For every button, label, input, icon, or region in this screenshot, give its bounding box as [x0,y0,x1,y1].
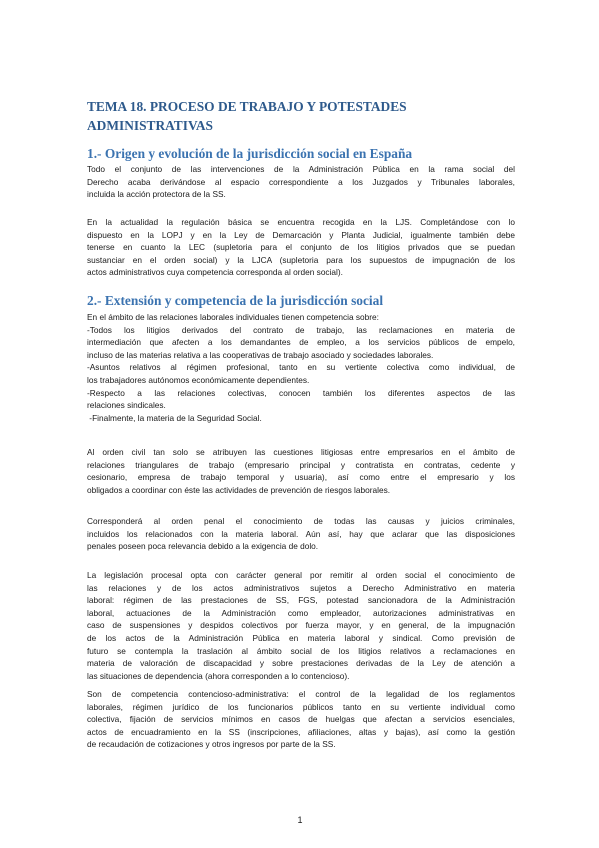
document-title: TEMA 18. PROCESO DE TRABAJO Y POTESTADES ADMINISTRATIVAS [87,99,407,133]
paragraph: En el ámbito de las relaciones laborales individuales tienen competencia sobre: -Todos los litigios derivados del contrato de trabajo, las reclamaciones en materia de intermediación que afecten a los demandantes de empleo, a los servicios públicos de empelo, incluso de las materias relativa a las cooperativas de trabajo asociado y sociedades laborales. -Asuntos relativos al régimen profesional, tanto en su vertiente colectiva como individual, de los trabajadores autónomos económicamente dependientes. -Respecto a las relaciones colectivas, conocen también los diferentes aspectos de las relaciones sindicales. -Finalmente, la materia de la Seguridad Social. [87,312,515,423]
section-heading-2: 2.- Extensión y competencia de la jurisdicción social [87,293,384,308]
paragraph: Corresponderá al orden penal el conocimiento de todas las causas y juicios criminales, incluidos los relacionados con la materia laboral. Aún así, hay que aclarar que las disposiciones penales poseen poca relevancia debido a la exigencia de dolo. [87,516,515,552]
section-heading-1: 1.- Origen y evolución de la jurisdicción social en España [87,146,413,161]
paragraph: Todo el conjunto de las intervenciones de la Administración Pública en la rama social del Derecho acaba derivándose al espacio correspondiente a los Juzgados y Tribunales laborales, incluida la acción protectora de la SS. [87,164,515,200]
paragraph: La legislación procesal opta con carácter general por remitir al orden social el conocimiento de las relaciones y de los actos administrativos sujetos a Derecho Administrativo en materia laboral: régimen de las prestaciones de SS, FGS, potestad sancionadora de la Administración laboral, actuaciones de la Administración como empleador, autorizaciones administrativas en caso de suspensiones y despidos colectivos por fuerza mayor, y en general, de la impugnación de los actos de la Administración Pública en materia laboral y sindical. Como previsión de futuro se contempla la traslación al ámbito social de los litigios relativos a reclamaciones en materia de valoración de discapacidad y sobre prestaciones derivadas de la Ley de atención a las situaciones de dependencia (ahora corresponden a lo contencioso). [87,570,515,681]
paragraph: Son de competencia contencioso-administrativa: el control de la legalidad de los reglamentos laborales, régimen jurídico de los funcionarios públicos tanto en su vertiente individual como colectiva, fijación de servicios mínimos en casos de huelgas que afectan a servicios esenciales, actos de encuadramiento en la SS (inscripciones, afiliaciones, altas y bajas), así como la gestión de recaudación de cotizaciones y otros ingresos por parte de la SS. [87,689,515,750]
paragraph: En la actualidad la regulación básica se encuentra recogida en la LJS. Completándose con lo dispuesto en la LOPJ y en la Ley de Demarcación y Planta Judicial, igualmente también debe tenerse en cuanto la LEC (supletoria para el conjunto de los litigios privados que se puedan sustanciar en el orden social) y la LJCA (supletoria para los supuestos de impugnación de los actos administrativos cuya competencia corresponda al orden social). [87,217,515,278]
paragraph: Al orden civil tan solo se atribuyen las cuestiones litigiosas entre empresarios en el ámbito de relaciones triangulares de trabajo (empresario principal y contratista en contratas, cedente y cesionario, empresa de trabajo temporal y usuaria), así como entre el empresario y los obligados a coordinar con éste las actividades de prevención de riesgos laborales. [87,447,515,495]
page-number: 1 [297,815,303,825]
